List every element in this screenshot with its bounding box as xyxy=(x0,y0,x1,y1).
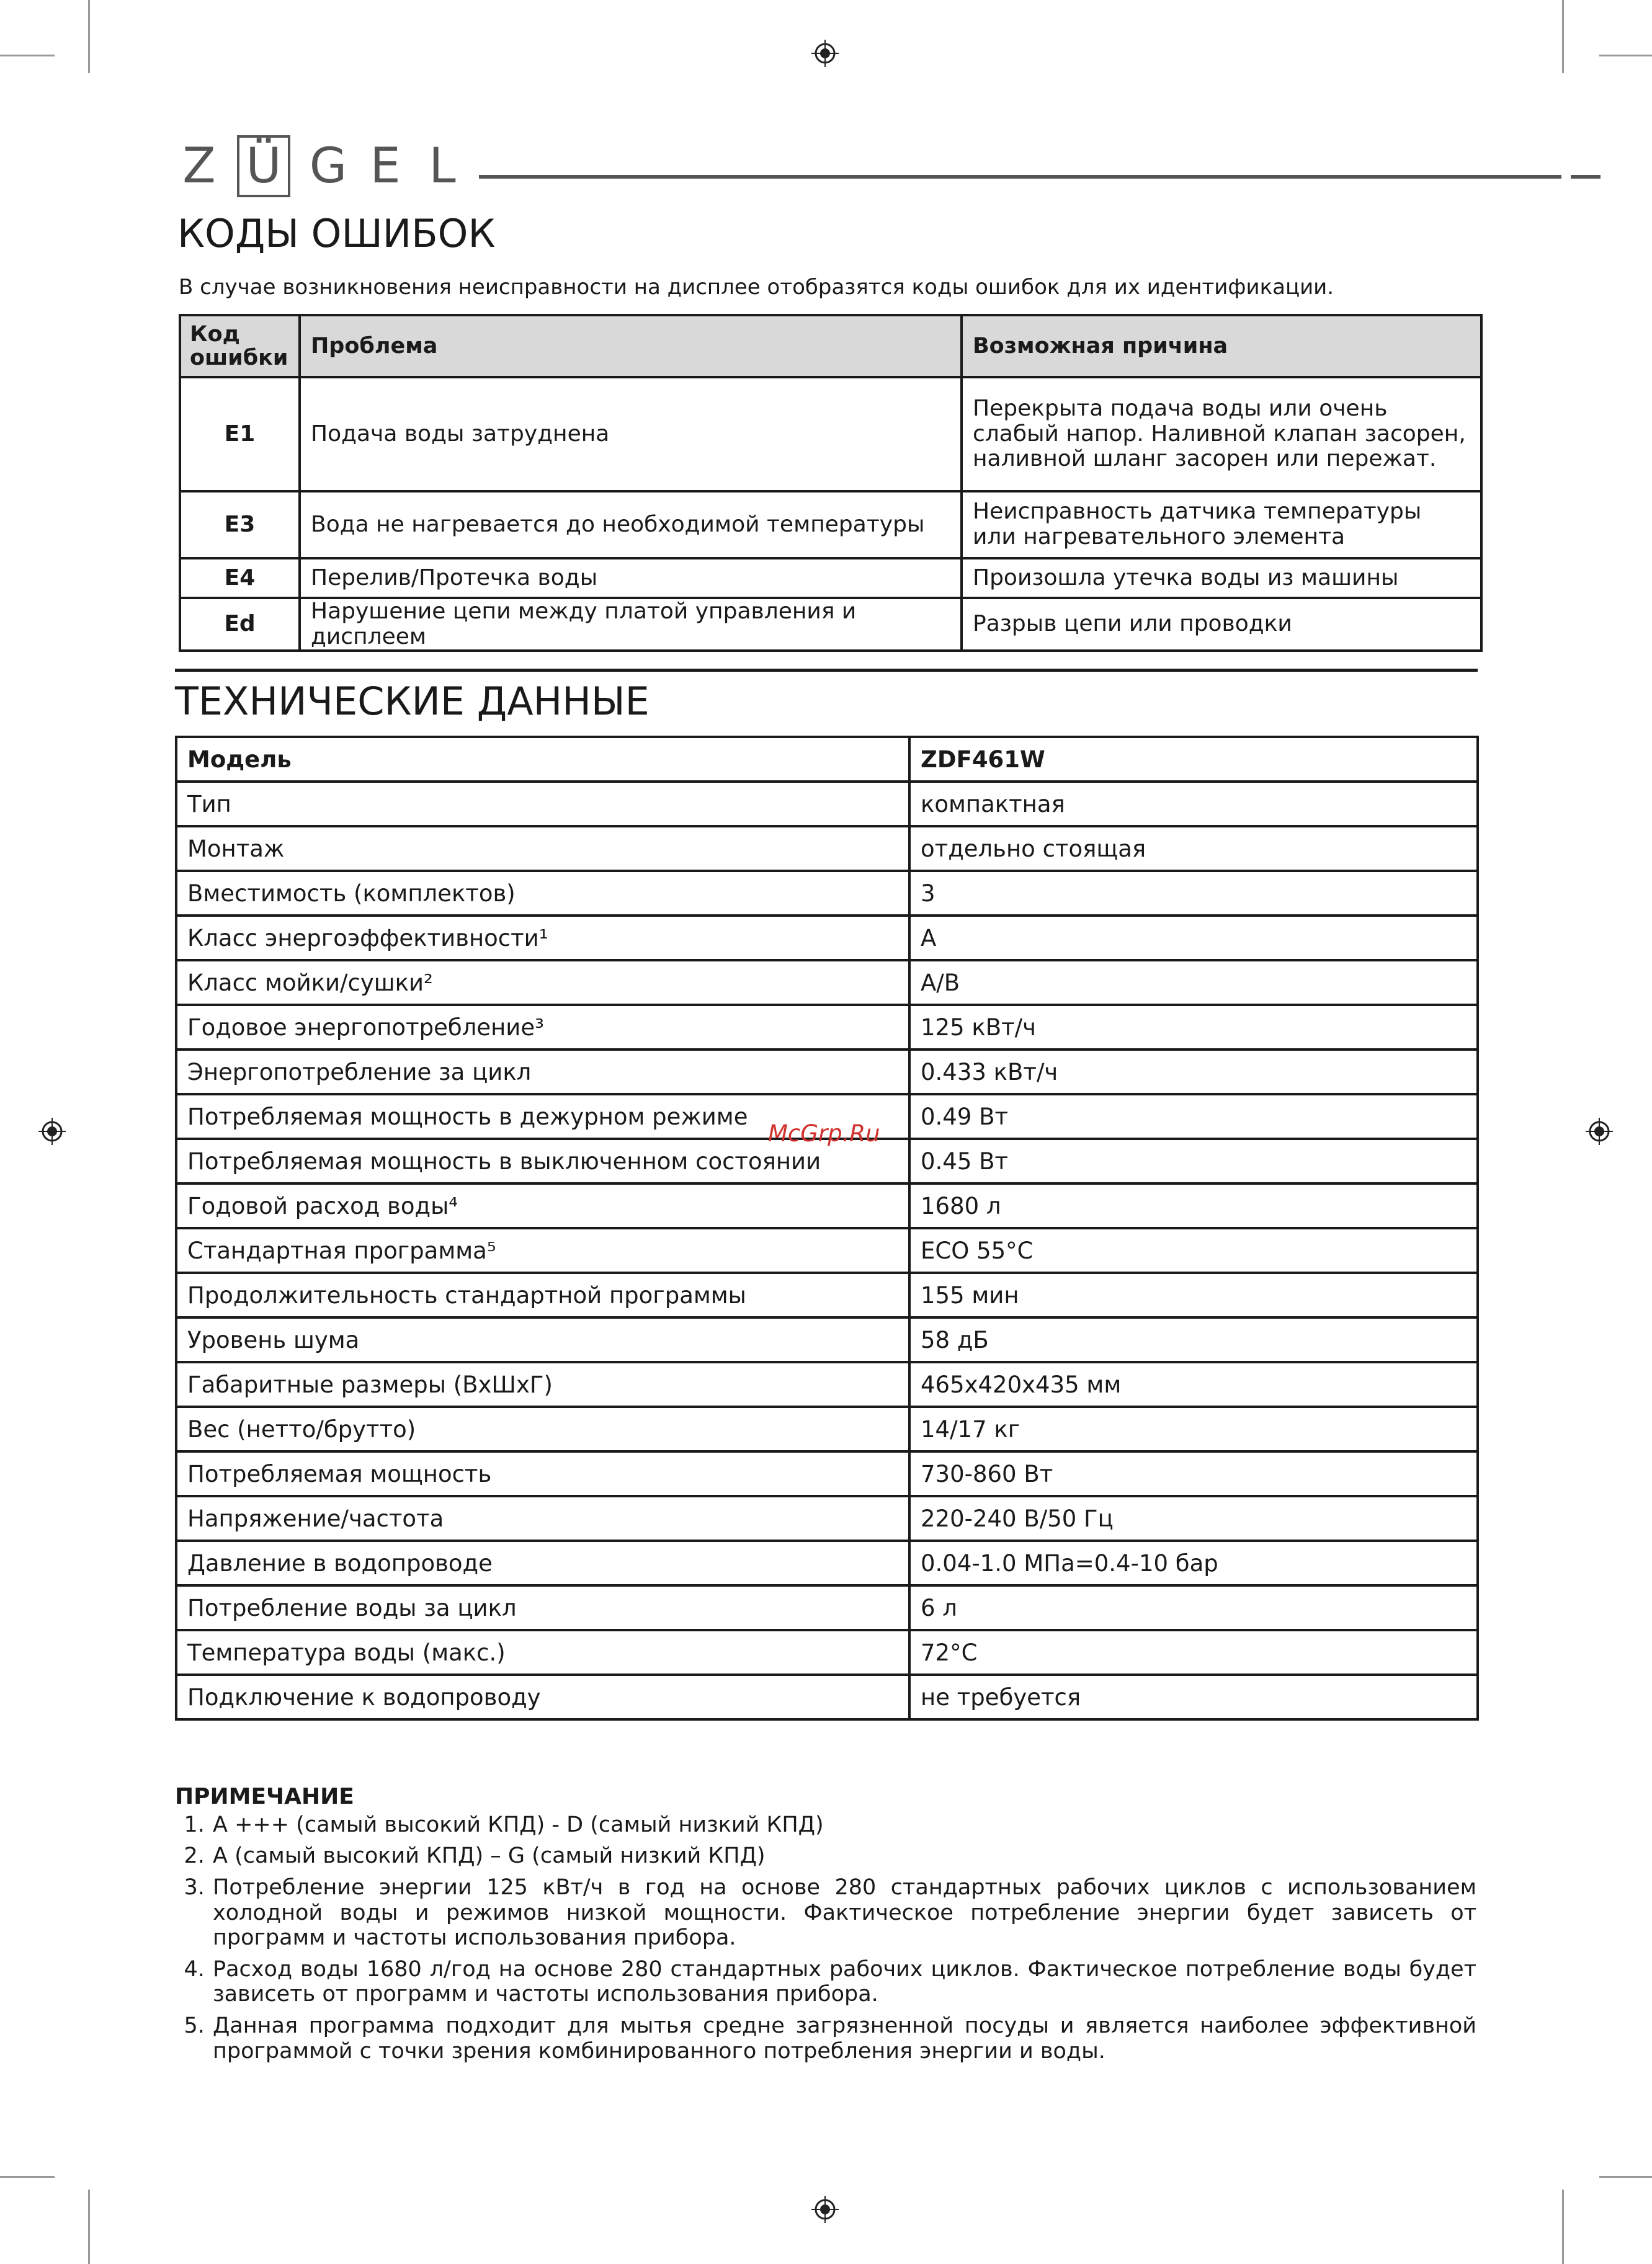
table-row xyxy=(176,782,1478,826)
crop-mark xyxy=(1562,0,1564,73)
error-code: E3 xyxy=(180,491,300,558)
logo-letter: Z xyxy=(182,138,216,194)
error-problem: Подача воды затруднена xyxy=(300,377,962,491)
table-row xyxy=(176,960,1478,1005)
table-row xyxy=(176,871,1478,916)
spec-value: 465x420x435 мм xyxy=(909,1362,1478,1407)
spec-label: Тип xyxy=(176,782,909,826)
spec-label: Габаритные размеры (ВхШхГ) xyxy=(176,1362,909,1407)
spec-value: 220-240 В/50 Гц xyxy=(909,1496,1478,1541)
spec-label: Вместимость (комплектов) xyxy=(176,871,909,916)
registration-mark-icon xyxy=(811,40,839,67)
specs-title: ТЕХНИЧЕСКИЕ ДАННЫЕ xyxy=(175,679,650,724)
registration-mark-icon xyxy=(811,2196,839,2223)
note-item: 2. A (самый высокий КПД) – G (самый низкий КПД) xyxy=(212,1843,1476,1869)
spec-label: Напряжение/частота xyxy=(176,1496,909,1541)
crop-mark xyxy=(88,0,90,73)
table-row xyxy=(176,1585,1478,1630)
spec-label: Потребляемая мощность в дежурном режиме xyxy=(176,1094,909,1139)
spec-value: 0.433 кВт/ч xyxy=(909,1050,1478,1094)
table-row xyxy=(176,1407,1478,1451)
table-header-row xyxy=(176,737,1478,782)
spec-label: Уровень шума xyxy=(176,1317,909,1362)
logo-letter: E xyxy=(370,138,401,194)
logo-letter: Ü xyxy=(246,138,282,194)
table-row xyxy=(176,1541,1478,1585)
table-row xyxy=(176,826,1478,871)
header-rule xyxy=(479,175,1561,179)
crop-mark xyxy=(0,2176,55,2178)
spec-value: 155 мин xyxy=(909,1273,1478,1317)
crop-mark xyxy=(1599,55,1652,56)
table-row xyxy=(176,1273,1478,1317)
spec-value: отдельно стоящая xyxy=(909,826,1478,871)
table-row xyxy=(176,1183,1478,1228)
spec-value: 58 дБ xyxy=(909,1317,1478,1362)
spec-label: Потребляемая мощность xyxy=(176,1451,909,1496)
registration-mark-icon xyxy=(38,1118,66,1145)
spec-value: 72°C xyxy=(909,1630,1478,1675)
spec-label: Класс мойки/сушки² xyxy=(176,960,909,1005)
spec-value: 6 л xyxy=(909,1585,1478,1630)
spec-value: 730-860 Вт xyxy=(909,1451,1478,1496)
spec-value: 3 xyxy=(909,871,1478,916)
notes-section xyxy=(175,1784,1476,2070)
errors-title: КОДЫ ОШИБОК xyxy=(177,211,496,256)
table-row xyxy=(176,1675,1478,1719)
error-cause: Произошла утечка воды из машины xyxy=(962,558,1481,598)
spec-label: Годовой расход воды⁴ xyxy=(176,1183,909,1228)
crop-mark xyxy=(1599,2176,1652,2178)
header-rule-end xyxy=(1571,175,1601,179)
spec-label: Монтаж xyxy=(176,826,909,871)
registration-mark-icon xyxy=(1586,1118,1613,1145)
logo-letter-box xyxy=(237,135,290,197)
error-problem: Перелив/Протечка воды xyxy=(300,558,962,598)
error-codes-table xyxy=(179,314,1483,652)
spec-value: компактная xyxy=(909,782,1478,826)
table-row xyxy=(176,1005,1478,1050)
error-cause: Неисправность датчика температуры или нагревательного элемента xyxy=(962,491,1481,558)
spec-label: Температура воды (макс.) xyxy=(176,1630,909,1675)
spec-label: Давление в водопроводе xyxy=(176,1541,909,1585)
header-problem: Проблема xyxy=(300,315,962,377)
spec-value: не требуется xyxy=(909,1675,1478,1719)
error-code: Ed xyxy=(180,598,300,651)
spec-value: 125 кВт/ч xyxy=(909,1005,1478,1050)
spec-value: 1680 л xyxy=(909,1183,1478,1228)
table-row xyxy=(176,916,1478,960)
spec-value: 0.49 Вт xyxy=(909,1094,1478,1139)
error-problem: Вода не нагревается до необходимой температуры xyxy=(300,491,962,558)
spec-label: Класс энергоэффективности¹ xyxy=(176,916,909,960)
spec-label: Годовое энергопотребление³ xyxy=(176,1005,909,1050)
spec-value: 14/17 кг xyxy=(909,1407,1478,1451)
header-code: Код ошибки xyxy=(180,315,300,377)
logo-letter: L xyxy=(429,138,456,194)
table-row xyxy=(176,1050,1478,1094)
table-row xyxy=(180,491,1481,558)
error-cause: Перекрыта подача воды или очень слабый напор. Наливной клапан засорен, наливной шланг засорен или пережат. xyxy=(962,377,1481,491)
spec-value: A xyxy=(909,916,1478,960)
table-row xyxy=(176,1630,1478,1675)
spec-label: Вес (нетто/брутто) xyxy=(176,1407,909,1451)
crop-mark xyxy=(88,2190,90,2264)
table-row xyxy=(180,377,1481,491)
error-code: E4 xyxy=(180,558,300,598)
spec-label: Потребляемая мощность в выключенном состоянии xyxy=(176,1139,909,1183)
spec-value: 0.04-1.0 МПа=0.4-10 бар xyxy=(909,1541,1478,1585)
table-header-row xyxy=(180,315,1481,377)
note-item: 3. Потребление энергии 125 кВт/ч в год на основе 280 стандартных рабочих циклов с использованием холодной воды и режимов низкой мощности. Фактическое потребление энергии будет зависеть от программ и частоты использования прибора. xyxy=(212,1875,1476,1951)
table-row xyxy=(176,1496,1478,1541)
errors-intro: В случае возникновения неисправности на дисплее отобразятся коды ошибок для их идентификации. xyxy=(179,275,1334,300)
brand-logo xyxy=(175,135,467,197)
table-row xyxy=(176,1317,1478,1362)
spec-label: Энергопотребление за цикл xyxy=(176,1050,909,1094)
spec-value: 0.45 Вт xyxy=(909,1139,1478,1183)
error-problem: Нарушение цепи между платой управления и дисплеем xyxy=(300,598,962,651)
logo-letter: G xyxy=(309,138,347,194)
table-row xyxy=(180,558,1481,598)
note-item: 1. A +++ (самый высокий КПД) - D (самый низкий КПД) xyxy=(212,1812,1476,1838)
note-item: 5. Данная программа подходит для мытья средне загрязненной посуды и является наиболее эффективной программой с точки зрения комбинированного потребления энергии и воды. xyxy=(212,2013,1476,2064)
table-row xyxy=(176,1362,1478,1407)
spec-label: Модель xyxy=(176,737,909,782)
table-row xyxy=(180,598,1481,651)
section-divider xyxy=(175,669,1478,672)
specs-table xyxy=(175,736,1479,1721)
header-cause: Возможная причина xyxy=(962,315,1481,377)
notes-title: ПРИМЕЧАНИЕ xyxy=(175,1784,354,1809)
error-cause: Разрыв цепи или проводки xyxy=(962,598,1481,651)
table-row xyxy=(176,1451,1478,1496)
error-code: E1 xyxy=(180,377,300,491)
spec-label: Потребление воды за цикл xyxy=(176,1585,909,1630)
spec-label: Стандартная программа⁵ xyxy=(176,1228,909,1273)
spec-value: A/B xyxy=(909,960,1478,1005)
note-item: 4. Расход воды 1680 л/год на основе 280 стандартных рабочих циклов. Фактическое потребление воды будет зависеть от программ и частоты использования прибора. xyxy=(212,1957,1476,2007)
spec-value: ZDF461W xyxy=(909,737,1478,782)
spec-value: ECO 55°C xyxy=(909,1228,1478,1273)
spec-label: Подключение к водопроводу xyxy=(176,1675,909,1719)
table-row xyxy=(176,1228,1478,1273)
crop-mark xyxy=(0,55,55,56)
crop-mark xyxy=(1562,2190,1564,2264)
watermark: McGrp.Ru xyxy=(768,1120,880,1147)
spec-label: Продолжительность стандартной программы xyxy=(176,1273,909,1317)
